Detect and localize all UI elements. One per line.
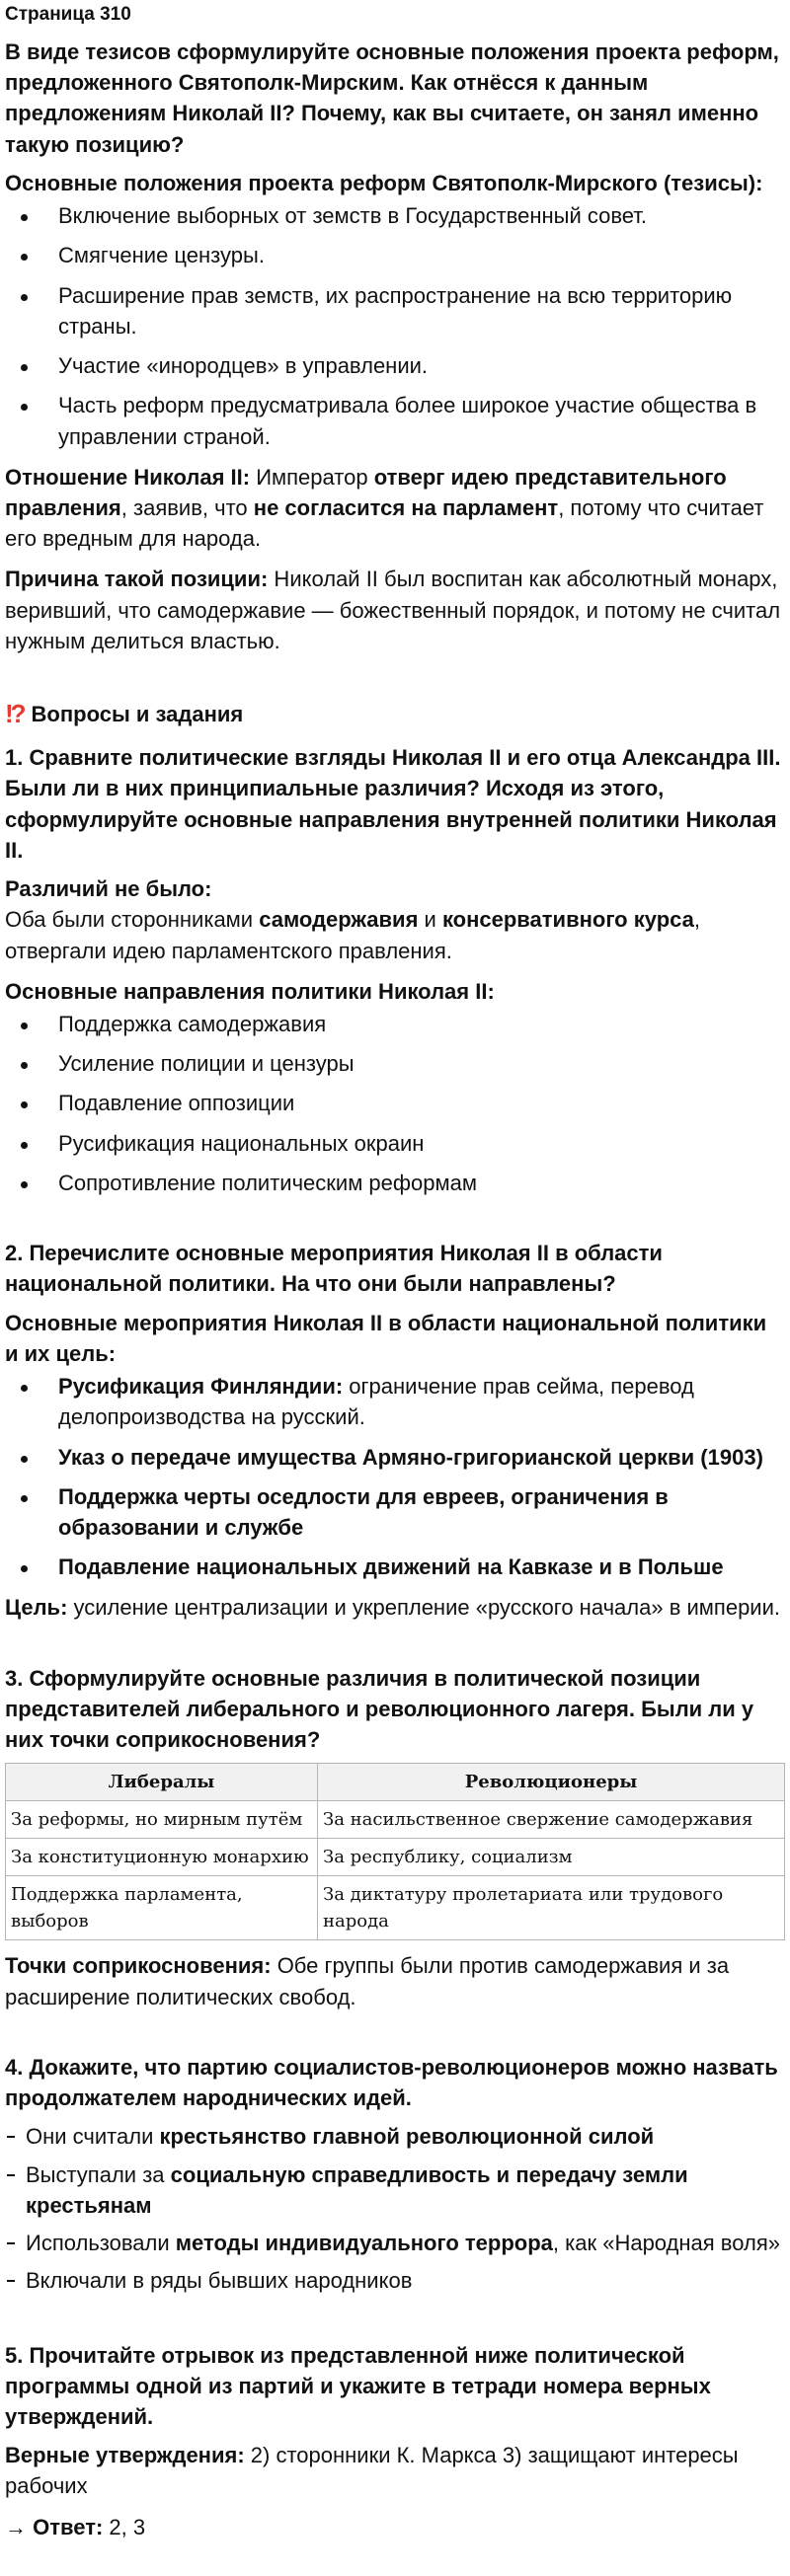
list-item: Участие «инородцев» в управлении. [5,350,785,381]
table-header-cell: Либералы [6,1764,318,1801]
list-item: Использовали методы индивидуального террора, как «Народная воля» [5,2228,785,2258]
intro-heading: Основные положения проекта реформ Святополк-Мирского (тезисы): [5,170,763,195]
list-item: Поддержка самодержавия [5,1009,785,1039]
attitude-paragraph: Отношение Николая II: Император отверг идею представительного правления, заявив, что не согласится на парламент, потому что считает его вредным для народа. [5,464,764,552]
section-title [5,696,785,732]
table-header-row [6,1764,785,1801]
q2-goal: Цель: усиление централизации и укрепление «русского начала» в империи. [5,1595,780,1621]
question-5: 5. Прочитайте отрывок из представленной ниже политической программы одной из партий и укажите в тетради номера верных утверждений. [5,2342,711,2429]
section-title-text: Вопросы и задания [31,702,244,727]
exclamation-question-icon: !? [5,699,24,729]
answer-value: 2, 3 [103,2514,146,2539]
question-3: 3. Сформулируйте основные различия в политической позиции представителей либерального и революционного лагеря. Были ли у них точки соприкосновения? [5,1665,754,1753]
list-item: Часть реформ предусматривала более широкое участие общества в управлении страной. [5,390,785,451]
intro-question: В виде тезисов сформулируйте основные положения проекта реформ, предложенного Святополк-Мирским. Как отнёсся к данным предложениям Николай II? Почему, как вы считаете, он занял именно такую позицию? [5,38,779,157]
q2-list [5,1371,785,1582]
q5-correct: Верные утверждения: 2) сторонники К. Маркса 3) защищают интересы рабочих [5,2443,739,2499]
list-item: Расширение прав земств, их распространение на всю территорию страны. [5,280,785,341]
list-item: Выступали за социальную справедливость и передачу земли крестьянам [5,2159,785,2221]
comparison-table [5,1763,785,1940]
answer-label: Ответ: [33,2514,104,2539]
list-item: Усиление полиции и цензуры [5,1048,785,1079]
q1-diff-label: Различий не было: [5,876,212,902]
list-item: Включение выборных от земств в Государственный совет. [5,200,785,231]
arrow-right-icon: → [5,2514,27,2539]
table-cell: За реформы, но мирным путём [6,1801,318,1839]
reason-label: Причина такой позиции: [5,567,269,592]
q1-directions-list [5,1009,785,1198]
list-item: Поддержка черты оседлости для евреев, ограничения в образовании и службе [5,1481,785,1543]
list-item: Сопротивление политическим реформам [5,1168,785,1198]
question-2: 2. Перечислите основные мероприятия Николая II в области национальной политики. На что они были направлены? [5,1241,663,1297]
q3-contact: Точки соприкосновения: Обе группы были против самодержавия и за расширение политических свобод. [5,1953,730,2009]
table-cell: Поддержка парламента, выборов [6,1876,318,1940]
table-header-cell: Революционеры [318,1764,785,1801]
table-row [6,1876,785,1940]
list-item: Русификация Финляндии: ограничение прав сейма, перевод делопроизводства на русский. [5,1371,785,1432]
list-item: Указ о передаче имущества Армяно-григорианской церкви (1903) [5,1442,785,1473]
table-row [6,1801,785,1839]
q1-directions-heading: Основные направления политики Николая II: [5,978,495,1004]
table-row [6,1839,785,1876]
attitude-label: Отношение Николая II: [5,464,251,490]
list-item: Подавление национальных движений на Кавказе и в Польше [5,1552,785,1582]
list-item: Включали в ряды бывших народников [5,2265,785,2296]
reason-paragraph: Причина такой позиции: Николай II был воспитан как абсолютный монарх, веривший, что самодержавие — божественный порядок, и потому не считал нужным делиться властью. [5,567,781,653]
list-item: Они считали крестьянство главной революционной силой [5,2121,785,2152]
table-cell: За диктатуру пролетариата или трудового народа [318,1876,785,1940]
list-item: Смягчение цензуры. [5,240,785,270]
page-label: Страница 310 [5,4,131,25]
q2-heading: Основные мероприятия Николая II в области национальной политики и их цель: [5,1310,767,1366]
question-1: 1. Сравните политические взгляды Николая II и его отца Александра III. Были ли в них принципиальные различия? Исходя из этого, сформулируйте основные направления внутренней политики Николая II. [5,745,781,863]
list-item: Русификация национальных окраин [5,1128,785,1159]
q1-diff-paragraph: Оба были сторонниками самодержавия и консервативного курса, отвергали идею парламентского правления. [5,907,700,963]
question-4: 4. Докажите, что партию социалистов-революционеров можно назвать продолжателем народнических идей. [5,2054,778,2111]
table-cell: За республику, социализм [318,1839,785,1876]
list-item: Подавление оппозиции [5,1088,785,1118]
intro-list [5,200,785,452]
table-cell: За конституционную монархию [6,1839,318,1876]
q5-answer [5,2512,785,2542]
q4-list [5,2121,785,2296]
table-cell: За насильственное свержение самодержавия [318,1801,785,1839]
